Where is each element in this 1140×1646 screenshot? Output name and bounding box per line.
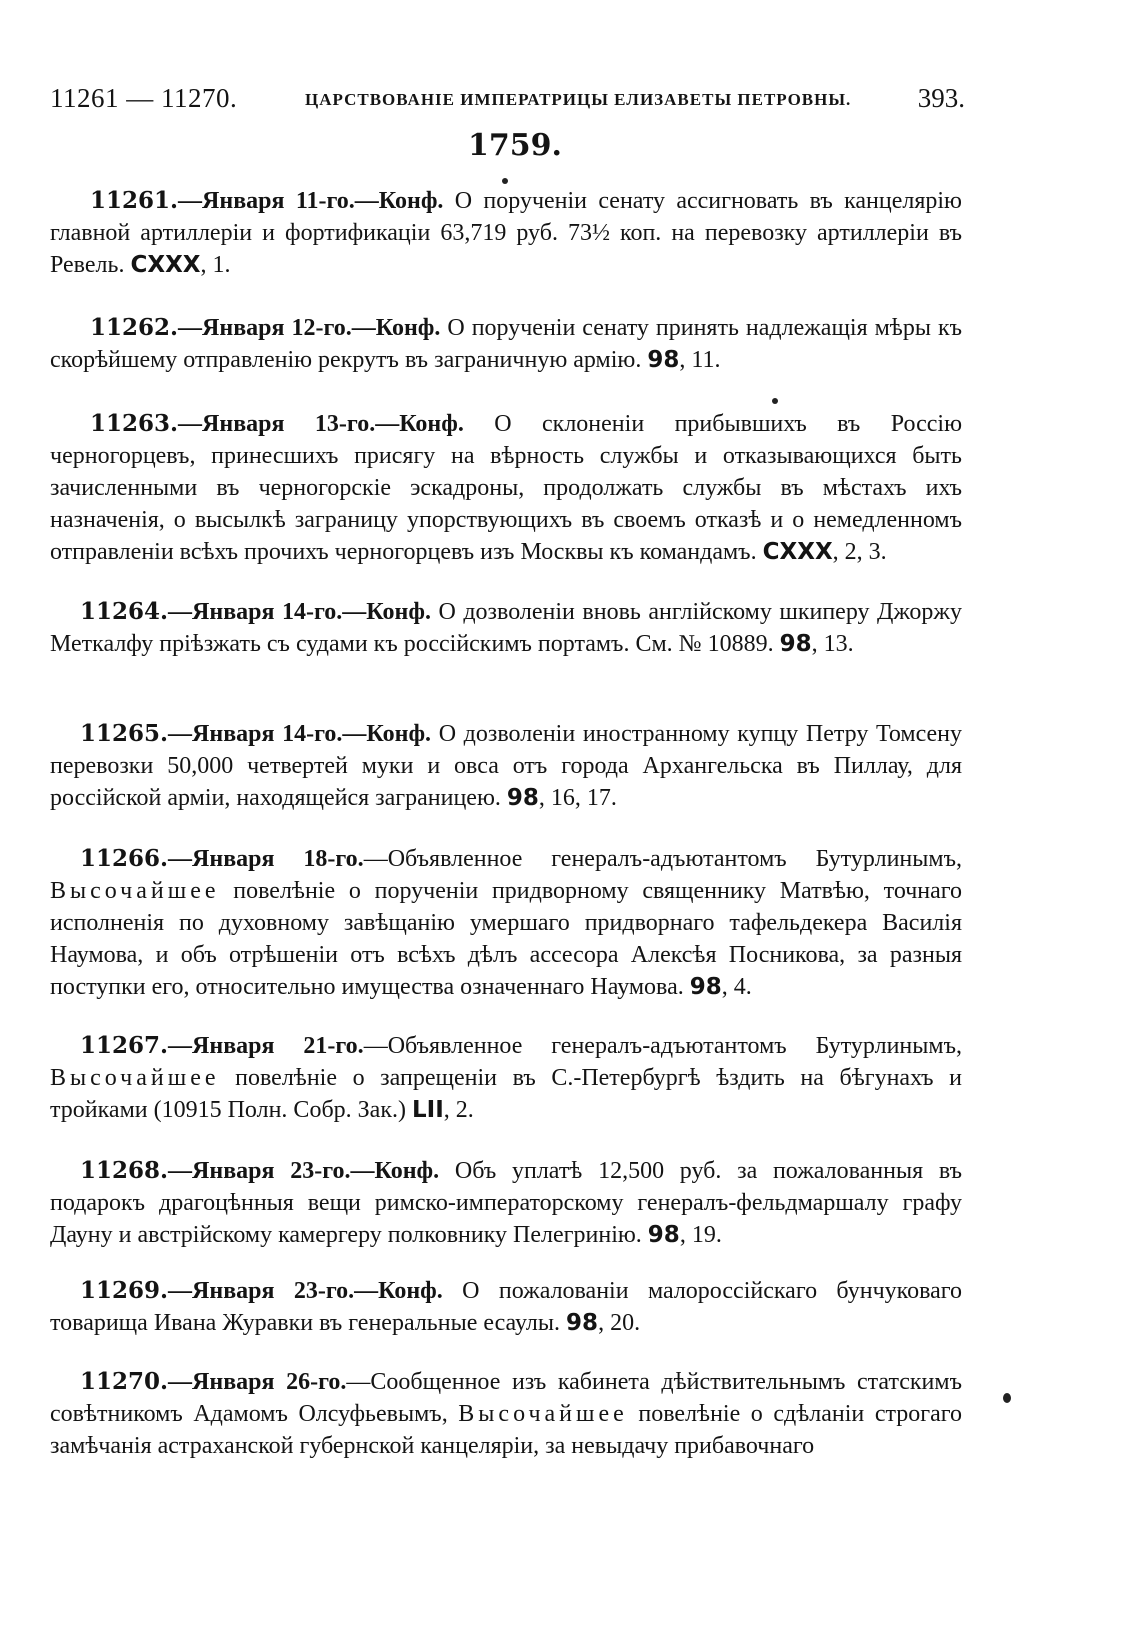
entry-date: —Января 23-го.—Конф. [168,1158,440,1184]
entry-11267 [50,1030,962,1126]
entry-text: повелѣніе о порученіи придворному священнику Матвѣю, точнаго исполненія по духовному завѣщанію умершаго придворнаго тафельдекера Василія Наумова, и объ отрѣшеніи отъ всѣхъ дѣлъ ассесора Алексѣя Посникова, за разныя поступки его, относительно имущества означеннаго Наумова. [50,878,963,1000]
entry-text-before: —Объявленное генералъ-адъютантомъ Бутурлинымъ, [363,846,962,872]
entry-text: О пожалованіи малороссійскаго бунчуковаго товарища Ивана Журавки въ генеральные есаулы. [50,1278,963,1336]
entry-text: О порученіи сенату ассигновать въ канцелярію главной артиллеріи и фортификаціи 63,719 руб. 73½ коп. на перевозку артиллеріи въ Ревель. [50,188,962,278]
entry-text: повелѣніе о сдѣланіи строгаго замѣчанія астраханской губернской канцеляріи, за невыдачу прибавочнаго [50,1401,963,1459]
entry-date: —Января 13-го.—Конф. [178,411,464,437]
entry-number: 11262. [90,314,179,341]
entry-text: повелѣніе о запрещеніи въ С.-Петербургѣ ѣздить на бѣгунахъ и тройками (10915 Полн. Собр. Зак.) [50,1065,963,1123]
year-heading: 1759. [468,128,562,163]
entry-date: —Января 14-го.—Конф. [168,599,431,625]
entry-reference-page: , 2. [443,1097,474,1123]
page-number: 393. [917,83,965,113]
entry-text: Объ уплатѣ 12,500 руб. за пожалованныя въ подарокъ драгоцѣнныя вещи римско-императорскому генералъ-фельдмаршалу графу Дауну и австрійскому камергеру полковнику Пелегринію. [50,1158,963,1248]
entry-text: О склоненіи прибывшихъ въ Россію черногорцевъ, принесшихъ присягу на вѣрность службы и отказывающихся быть зачисленными въ черногорскіе эскадроны, продолжать службы въ мѣстахъ ихъ назначенія, о высылкѣ заграницу упорствующихъ въ своемъ отказѣ и о немедленномъ отправленіи всѣхъ прочихъ черногорцевъ изъ Москвы къ командамъ. [50,411,962,565]
entry-date: —Января 21-го. [168,1033,364,1059]
running-head [50,80,965,116]
entry-spaced-word: Высочайшее [50,878,220,904]
entry-number: 11264. [80,598,169,625]
entry-date: —Января 14-го.—Конф. [168,721,432,747]
entry-number: 11269. [80,1277,169,1304]
entry-reference-page: , 19. [679,1222,722,1248]
entry-11261 [50,185,962,281]
entry-11262 [50,312,962,376]
scan-speck [772,398,778,404]
entry-spaced-word: Высочайшее [458,1401,628,1427]
scan-speck [1003,1393,1011,1403]
entry-reference: CXXX [130,252,201,278]
entry-text-before: —Объявленное генералъ-адъютантомъ Бутурлинымъ, [363,1033,962,1059]
entry-range: 11261 — 11270. [50,83,238,113]
entry-reference-page: , 11. [679,347,721,373]
entry-date: —Января 23-го.—Конф. [168,1278,443,1304]
entry-11269 [50,1275,962,1339]
entry-reference-page: , 1. [200,252,231,278]
entry-reference: 98 [689,974,722,1000]
entry-text: О дозволеніи иностранному купцу Петру Томсену перевозки 50,000 четвертей муки и овса отъ города Архангельска въ Пиллау, для россійской арміи, находящейся заграницею. [50,721,963,811]
entry-11265 [50,718,962,814]
entry-date: —Января 11-го.—Конф. [178,188,444,214]
scan-speck [502,178,508,184]
entry-11264 [50,596,962,660]
entry-reference: 98 [566,1310,599,1336]
entry-text: О дозволеніи вновь англійскому шкиперу Джоржу Меткалфу пріѣзжать съ судами къ россійскимъ портамъ. См. № 10889. [50,599,962,657]
entry-reference-page: , 16, 17. [538,785,617,811]
entry-11268 [50,1155,962,1251]
running-title: ЦАРСТВОВАНІЕ ИМПЕРАТРИЦЫ ЕЛИЗАВЕТЫ ПЕТРОВНЫ. [305,90,852,109]
entry-reference-page: , 20. [598,1310,641,1336]
entry-number: 11270. [80,1368,169,1395]
entry-spaced-word: Высочайшее [50,1065,220,1091]
entry-reference: LII [411,1097,444,1123]
entry-reference-page: , 13. [811,631,854,657]
entry-number: 11268. [80,1157,169,1184]
entry-11270 [50,1366,962,1462]
entry-reference: 98 [647,347,680,373]
entry-number: 11261. [90,187,179,214]
entry-date: —Января 26-го. [168,1369,347,1395]
entry-date: —Января 12-го.—Конф. [178,315,441,341]
entry-11266 [50,843,962,1003]
entry-date: —Января 18-го. [168,846,364,872]
entry-reference: CXXX [762,539,833,565]
entry-reference: 98 [779,631,812,657]
entry-number: 11263. [90,410,179,437]
entry-text: О порученіи сенату принять надлежащія мѣры къ скорѣйшему отправленію рекрутъ въ заграничную армію. [50,315,963,373]
entry-reference: 98 [647,1222,680,1248]
entry-reference: 98 [506,785,539,811]
entry-text-before: —Сообщенное изъ кабинета дѣйствительнымъ статскимъ совѣтникомъ Адамомъ Олсуфьевымъ, [50,1369,962,1427]
entry-reference-page: , 2, 3. [832,539,887,565]
entry-number: 11266. [80,845,169,872]
entry-11263 [50,408,962,568]
entry-number: 11267. [80,1032,169,1059]
entry-reference-page: , 4. [721,974,752,1000]
entry-number: 11265. [80,720,169,747]
